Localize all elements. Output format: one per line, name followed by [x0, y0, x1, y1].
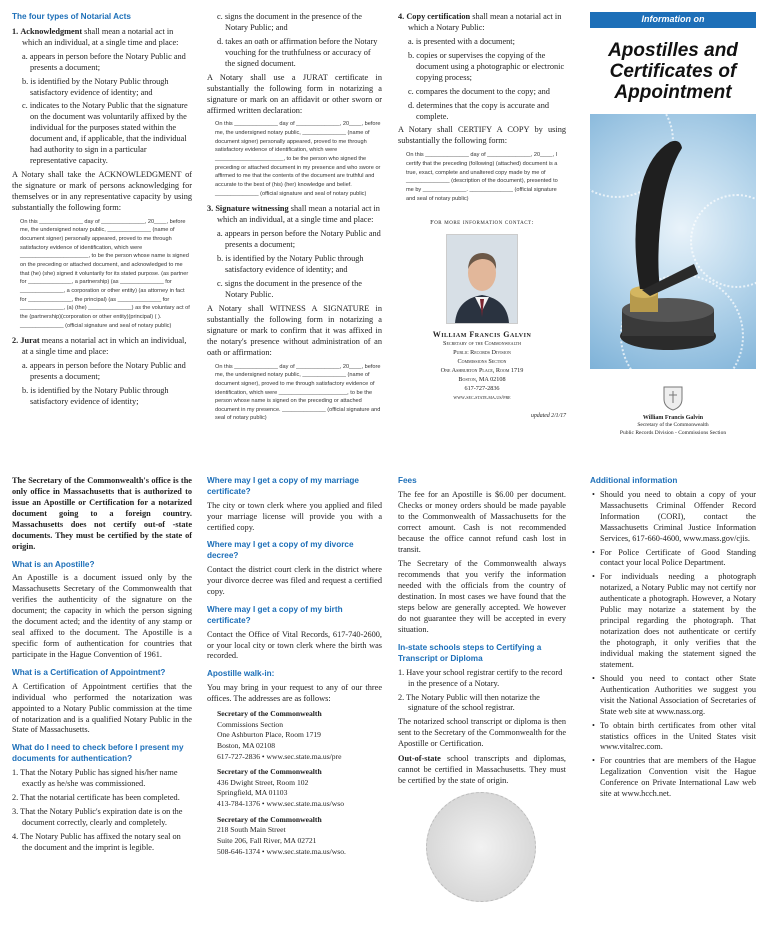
check-item-2: 2. That the notarial certificate has been completed.	[12, 792, 180, 802]
recommend-text: The Secretary of the Commonwealth always recommends that you verify the information needed with the officials from the country of destination. In most cases we have found that the steps below are generally accepted. We however do not guarantee they will be accepted in every situation.	[398, 559, 566, 635]
intro-statement: The Secretary of the Commonwealth's office is the only office in Massachusetts that is authorized to issue an Apostille or Certification for a notarized document going to a foreign country. Massachusetts does not certify out-of -state documents. They must be certified by the state of origin.	[12, 476, 192, 551]
jurat-item-d: d. takes an oath or affirmation before the Notary vouching for the truthfulness or accuracy of the signed document.	[217, 36, 378, 68]
jurat-use-text: A Notary shall use a JURAT certificate in substantially the following form in notarizing a signature or mark on an affidavit or other sworn or affirmed written declaration:	[207, 72, 382, 115]
certificates-walkin-column	[207, 476, 382, 862]
contact-address: Secretary of the Commonwealth Public Records Division Commissions Section One Ashburton Place, Room 1719 Boston, MA 02108 617-727-2836 www.sec.state.ma.us/pre	[398, 340, 566, 403]
copy-item-a: a. is presented with a document;	[408, 36, 515, 46]
acknowledgment-definition: 1. Acknowledgment shall mean a notarial act in which an individual, at a single time and place:	[12, 26, 179, 47]
what-is-apostille-heading: What is an Apostille?	[12, 559, 95, 569]
jurat-item-c: c. signs the document in the presence of the Notary Public; and	[217, 12, 362, 32]
list-item: • To obtain birth certificates from other vital statistics offices in the United States visit www.vitalrec.com.	[600, 721, 756, 754]
in-state-schools-heading: In-state schools steps to Certifying a Transcript or Diploma	[398, 643, 542, 663]
more-info-label: For more information contact:	[430, 219, 534, 227]
office-springfield-contact: 413-784-1376 • www.sec.state.ma.us/wso	[217, 799, 345, 809]
office-fall-river-contact: 508-646-1374 • www.sec.state.ma.us/wso.	[217, 846, 346, 856]
sig-item-c: c. signs the document in the presence of the Notary Public.	[217, 278, 362, 299]
office-boston: Secretary of the Commonwealth Commissions Section One Ashburton Place, Room 1719 Boston, MA 02108 617-727-2836 • www.sec.state.ma.us/pre	[217, 709, 382, 762]
jurat-definition: 2. Jurat means a notarial act in which an individual, at a single time and place:	[12, 336, 187, 357]
person-portrait-icon	[447, 235, 517, 323]
school-step-1: 1. Have your school registrar certify to the record in the presence of a Notary.	[398, 667, 563, 688]
state-crest-icon	[662, 385, 684, 411]
contact-name: William Francis Galvin	[432, 329, 532, 339]
ack-item-a: a. appears in person before the Notary Public and presents a document;	[22, 51, 186, 72]
divorce-heading: Where may I get a copy of my divorce decree?	[207, 540, 354, 561]
list-item: • Should you need to obtain a copy of your Massachusetts Criminal Offender Record Information (CORI), contact the Massachusetts Criminal Justice Information Services, 617-660-4600, www.mass.gov/cjis.	[600, 490, 756, 545]
copy-item-d: d. determines that the copy is accurate and complete.	[408, 100, 549, 121]
sig-witness-text: A Notary shall WITNESS A SIGNATURE in substantially the following form in notarizing a signature or mark to confirm that it was affixed in the notary's presence without administration of an oath or affirmation:	[207, 303, 382, 357]
copy-item-c: c. compares the document to the copy; and	[408, 86, 550, 96]
birth-heading: Where may I get a copy of my birth certificate?	[207, 604, 343, 625]
copy-certification-definition: 4. Copy certification shall mean a notarial act in which a Notary Public:	[398, 12, 562, 32]
list-item: • For countries that are members of the Hague Legalization Convention visit the Hague Conference on Private International Law web site at www.hcch.net.	[600, 756, 756, 800]
portrait-photo	[446, 234, 518, 324]
school-step-2: 2. The Notary Public will then notarize the signature of the school registrar.	[398, 692, 540, 713]
sig-item-a: a. appears in person before the Notary Public and presents a document;	[217, 229, 381, 250]
birth-text: Contact the Office of Vital Records, 617-740-2600, or your local city or town clerk where the birth was recorded.	[207, 629, 382, 661]
notarial-acts-heading: The four types of Notarial Acts	[12, 12, 131, 21]
ack-take-text: A Notary shall take the ACKNOWLEDGMENT of the signature or mark of persons acknowledging for themselves or in any representative capacity by using substantially the following form:	[12, 170, 192, 212]
check-item-1: 1. That the Notary Public has signed his/her name exactly as he/she was commissioned.	[12, 768, 178, 788]
jurat-form: On this ______________ day of ______________, 20____, before me, the undersigned notary public, ______________ (name of document signer) personally appeared, proved to me through satisfactory evidence of identification, which were ______________________, to be the person who signed the preceding or attached document in my presence and who swore or affirmed to me that the contents of the document are truthful and accurate to the best of (his) (her) knowledge and belief. ______________ (official signature and seal of notary public)	[215, 121, 381, 197]
copy-form: On this ______________ day of ______________, 20____, I certify that the preceding (following) (attached) document is a true, exact, complete and unaltered copy made by me of ______________ (description of the document), presented to me by ______________. ______________ (official signature and seal of notary public)	[406, 152, 558, 202]
list-item: • For Police Certificate of Good Standing contact your local Police Department.	[600, 548, 756, 570]
updated-date: updated 2/1/17	[531, 413, 566, 420]
copy-certify-text: A Notary shall CERTIFY A COPY by using substantially the following form:	[398, 125, 566, 146]
additional-info-list	[590, 490, 756, 800]
ack-item-c: c. indicates to the Notary Public that the signature on the document was voluntarily affixed by the individual for the purposes stated within the document and, if applicable, that the individual had authority to sign in a particular representative capacity.	[22, 101, 188, 166]
notary-seal-embosser-image	[590, 114, 756, 369]
transcript-sent-text: The notarized school transcript or diploma is then sent to the Secretary of the Commonwealth for the Apostille or Certification.	[398, 717, 566, 749]
apostille-info-column	[12, 476, 192, 857]
embosser-icon	[590, 114, 756, 369]
ack-item-b: b. is identified by the Notary Public through satisfactory evidence of identity; and	[22, 76, 169, 97]
check-before-heading: What do I need to check before I present my documents for authentication?	[12, 743, 184, 764]
fees-heading: Fees	[398, 476, 417, 485]
divorce-text: Contact the district court clerk in the district where your divorce decree was filed and request a certified copy.	[207, 565, 382, 596]
list-item: • Should you need to contact other State Authentication Authorities we suggest you visit the National Association of Secretaries of State web site at www.nass.org.	[600, 674, 756, 718]
crest-block: William Francis Galvin Secretary of the Commonwealth Public Records Division - Commissions Section	[590, 385, 756, 437]
what-is-certification-heading: What is a Certification of Appointment?	[12, 667, 166, 677]
cover-panel	[590, 12, 756, 437]
column-jurat-signature	[207, 12, 382, 429]
sig-item-b: b. is identified by the Notary Public through satisfactory evidence of identity; and	[217, 254, 364, 275]
walkin-heading: Apostille walk-in:	[207, 669, 275, 679]
list-item: • For individuals needing a photograph notarized, a Notary Public may not certify nor authenticate a photograph. However, a Notary Public may notarize a statement by the principal regarding the photograph. That notarization does not authenticate or certify the photograph, it only verifies that the individual making the statement signed the statement.	[600, 572, 756, 670]
out-of-state-text: Out-of-state school transcripts and diplomas, cannot be certified in Massachusetts. They must be certified by the state of origin.	[398, 754, 566, 786]
office-fall-river: Secretary of the Commonwealth 218 South Main Street Suite 206, Fall River, MA 02721 508-646-1374 • www.sec.state.ma.us/wso.	[217, 815, 382, 858]
column-notarial-acts	[12, 12, 192, 411]
additional-info-heading: Additional information	[590, 476, 678, 485]
walkin-text: You may bring in your request to any of our three offices. The addresses are as follows:	[207, 683, 382, 704]
jurat-item-b: b. is identified by the Notary Public through satisfactory evidence of identity;	[22, 386, 169, 407]
acknowledgment-form: On this ______________ day of ______________, 20____, before me, the undersigned notary public, ______________ (name of document signer) personally appeared, proved to me through satisfactory evidence of identification, which were ______________________, to be the person whose name is signed on the preceding or attached document, and acknowledged to me that (he) (she) signed it voluntarily for its stated purpose. (as partner for ______________, a partnership) (as ______________ for ______________, a corporation or other entity) (as attorney in fact for ______________, the principal) (as ______________ for ______________, (a) (the) ______________) as the voluntary act of the (partnership)(corporation or other entity)(principal) ( ). ______________ (official signature and seal of notary public)	[20, 218, 190, 329]
signature-witnessing-definition: 3. Signature witnessing shall mean a notarial act in which an individual, at a single time and place:	[207, 204, 380, 225]
fees-schools-column	[398, 476, 566, 791]
check-item-3: 3. That the Notary Public's expiration date is on the document correctly, clearly and completely.	[12, 806, 183, 827]
office-boston-contact: 617-727-2836 • www.sec.state.ma.us/pre	[217, 751, 342, 761]
marriage-text: The city or town clerk where you applied and filed your marriage license will provide you with a certified copy.	[207, 500, 382, 532]
additional-info-column	[590, 476, 756, 803]
jurat-item-a: a. appears in person before the Notary Public and presents a document;	[22, 361, 186, 382]
check-item-4: 4. The Notary Public has affixed the notary seal on the document and the imprint is legible.	[12, 831, 181, 852]
column-copy-contact	[398, 12, 566, 421]
fees-text: The fee for an Apostille is $6.00 per document. Checks or money orders should be made payable to the Commonwealth of Massachusetts for the correct amount. Cash is not recommended because the office cannot refund cash lost in transit.	[398, 489, 566, 554]
brochure-title: Apostilles and Certificates of Appointment	[608, 39, 738, 104]
what-is-certification-text: A Certification of Appointment certifies that the individual who performed the notarization was appointed to a Notary Public commission at the time of notarization and is a qualified Notary Public in the State of Massachusetts.	[12, 681, 192, 735]
office-springfield: Secretary of the Commonwealth 436 Dwight Street, Room 102 Springfield, MA 01103 413-784-1376 • www.sec.state.ma.us/wso	[217, 767, 382, 810]
marriage-heading: Where may I get a copy of my marriage certificate?	[207, 476, 359, 496]
contact-website: www.sec.state.ma.us/pre	[453, 394, 511, 402]
info-bar: Information on	[590, 12, 756, 28]
commonwealth-seal-icon	[426, 792, 536, 902]
what-is-apostille-text: An Apostille is a document issued only by the Massachusetts Secretary of the Commonwealth that verifies the authenticity of the signature on the document; the capacity in which the person signing the document acted; and the identity of any stamp or seal affixed to the document. The Apostille is a specific form of authentication for countries that participate in the Hague Convention of 1961.	[12, 573, 192, 659]
copy-item-b: b. copies or supervises the copying of the document using a photographic or electronic copying process;	[408, 50, 565, 82]
signature-form: On this ______________ day of ______________, 20____, before me, the undersigned notary public, ______________ (name of document signer), proved to me through satisfactory evidence of identification, which were ______________________, to be the person whose name is signed on the preceding or attached document in my presence. ______________ (official signature and seal of notary public)	[215, 363, 381, 422]
